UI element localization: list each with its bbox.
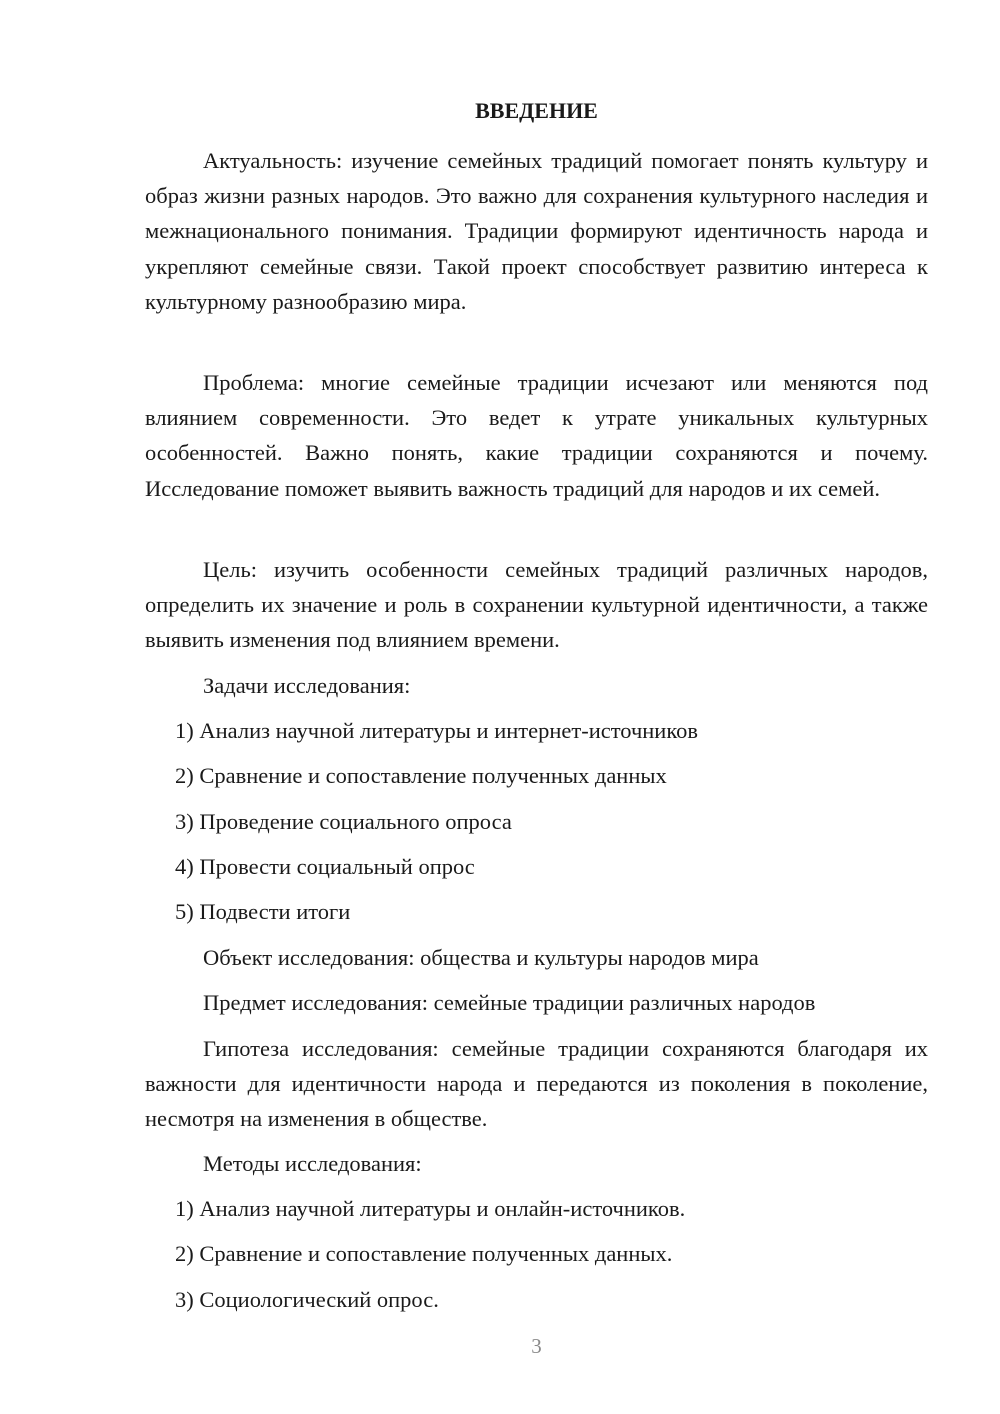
tasks-heading: Задачи исследования: xyxy=(203,673,411,698)
method-item: 3) Социологический опрос. xyxy=(175,1287,439,1312)
page-number: 3 xyxy=(531,1334,542,1358)
relevance-paragraph: Актуальность: изучение семейных традиций помогает понять культуру и образ жизни разных народов. Это важно для сохранения культурного наследия и межнационального понимания. Традиции формируют идентичность народа и укрепляют семейные связи. Такой проект способствует развитию интереса к культурному разнообразию мира. xyxy=(145,148,928,314)
hypothesis-paragraph: Гипотеза исследования: семейные традиции сохраняются благодаря их важности для идентичности народа и передаются из поколения в поколение, несмотря на изменения в обществе. xyxy=(145,1036,928,1132)
goal-paragraph: Цель: изучить особенности семейных традиций различных народов, определить их значение и роль в сохранении культурной идентичности, а также выявить изменения под влиянием времени. xyxy=(145,557,928,653)
task-item: 2) Сравнение и сопоставление полученных данных xyxy=(175,763,667,788)
task-item: 3) Проведение социального опроса xyxy=(175,809,512,834)
section-title: ВВЕДЕНИЕ xyxy=(475,98,598,123)
method-item: 1) Анализ научной литературы и онлайн-источников. xyxy=(175,1196,686,1221)
method-item: 2) Сравнение и сопоставление полученных данных. xyxy=(175,1241,673,1266)
task-item: 5) Подвести итоги xyxy=(175,899,351,924)
task-item: 1) Анализ научной литературы и интернет-источников xyxy=(175,718,699,743)
document-page xyxy=(145,0,928,1414)
subject-line: Предмет исследования: семейные традиции различных народов xyxy=(203,990,816,1015)
object-line: Объект исследования: общества и культуры народов мира xyxy=(203,945,759,970)
problem-paragraph: Проблема: многие семейные традиции исчезают или меняются под влиянием современности. Это ведет к утрате уникальных культурных особенностей. Важно понять, какие традиции сохраняются и почему. Исследование поможет выявить важность традиций для народов и их семей. xyxy=(145,370,928,501)
methods-heading: Методы исследования: xyxy=(203,1151,422,1176)
task-item: 4) Провести социальный опрос xyxy=(175,854,475,879)
